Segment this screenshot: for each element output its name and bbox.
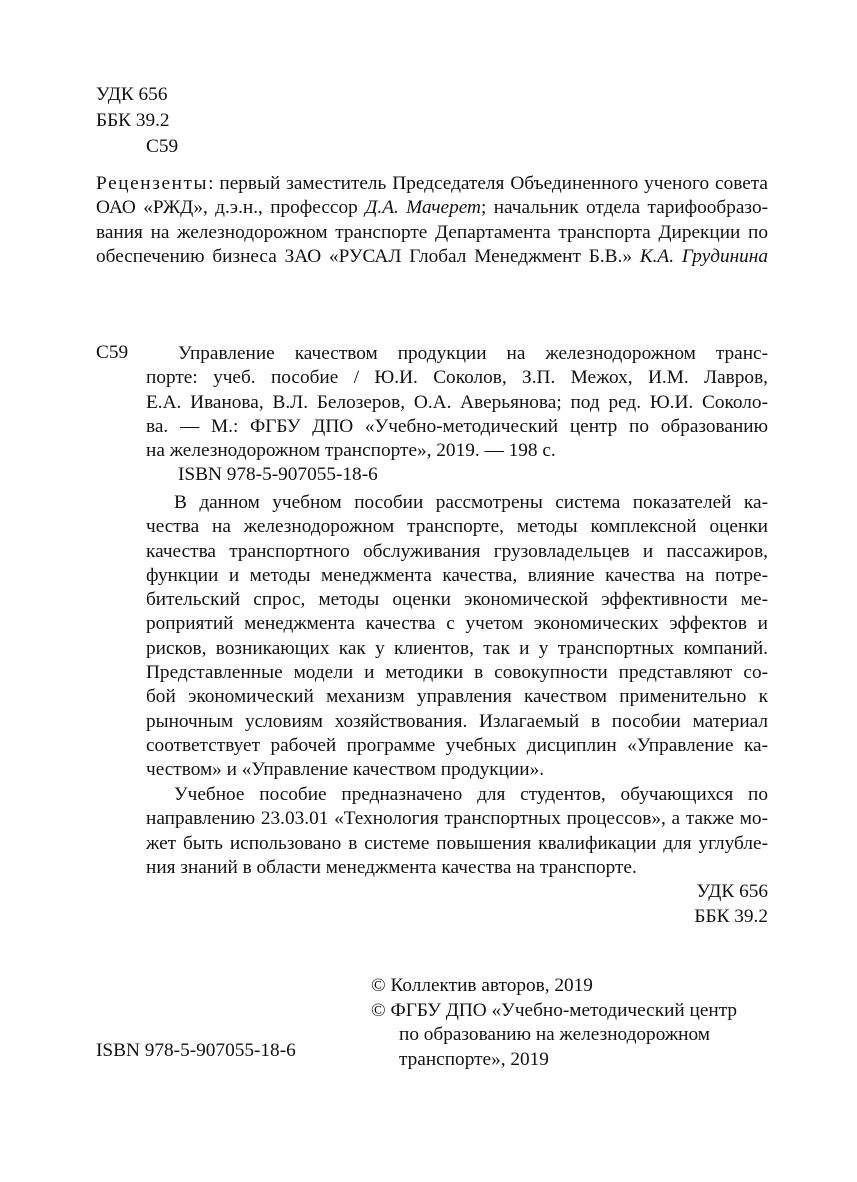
catalog-line: Управление качеством продукции на железнодорожном транс-: [178, 343, 768, 364]
abstract-paragraph: В данном учебном пособии рассмотрены система показателей ка- чества на железнодорожном транспорте, методы комплексной оценки качества транспортного обслуживания грузовладельцев и пассажиров, функции и методы менеджмента качества, влияние качества на потре- бительский спрос, методы оценки экономической эффективности ме- роприятий менеджмента качества с учетом экономических эффектов и рисков, возникающих как у клиентов, так и у транспортных компаний. Представленные модели и методики в совокупности представляют со- бой экономический механизм управления качеством применительно к рыночным условиям хозяйствования. Излагаемый в пособии материал соответствует рабочей программе учебных дисциплин «Управление ка- чеством» и «Управление качеством продукции».: [146, 492, 768, 781]
catalog-isbn: ISBN 978-5-907055-18-6: [178, 464, 378, 486]
catalog-line: порте: учеб. пособие / Ю.И. Соколов, З.П. Межох, И.М. Лавров,: [146, 367, 768, 389]
reviewers-block: [96, 172, 768, 269]
bbk-code-right: ББК 39.2: [694, 906, 768, 927]
bbk-code: ББК 39.2: [96, 110, 170, 131]
isbn-bottom: ISBN 978-5-907055-18-6: [96, 1040, 296, 1061]
reviewers-line-3: вания на железнодорожном транспорте Департамента транспорта Дирекции по: [96, 221, 768, 243]
purpose-paragraph: Учебное пособие предназначено для студентов, обучающихся по направлению 23.03.01 «Технология транспортных процессов», а также мо- жет быть использовано в системе повышения квалификации для углубле- ния знаний в области менеджмента качества на транспорте.: [146, 784, 768, 878]
udk-code: УДК 656: [96, 84, 168, 105]
copyright-line: © Коллектив авторов, 2019: [371, 975, 593, 996]
reviewers-line-1: Рецензенты: первый заместитель Председателя Объединенного ученого совета: [96, 173, 768, 194]
reviewers-label: Рецензенты: [96, 173, 209, 194]
catalog-record: [146, 342, 768, 488]
author-mark: С59: [146, 136, 179, 157]
reviewers-line-2: ОАО «РЖД», д.э.н., профессор Д.А. Мачерет; начальник отдела тарифообразо-: [96, 197, 769, 219]
copyright-line: транспорте», 2019: [399, 1048, 549, 1070]
copyright-line: © ФГБУ ДПО «Учебно-методический центр: [371, 999, 738, 1021]
copyright-block: [371, 974, 737, 1072]
udk-code-right: УДК 656: [696, 881, 768, 902]
reviewer-name: Д.А. Мачерет: [365, 197, 481, 219]
reviewers-line-4: обеспечению бизнеса ЗАО «РУСАЛ Глобал Менеджмент Б.В.» К.А. Грудинина: [96, 245, 768, 267]
catalog-line: Е.А. Иванова, В.Л. Белозеров, О.А. Аверьянова; под ред. Ю.И. Соколо-: [146, 391, 768, 413]
catalog-line: ва. — М.: ФГБУ ДПО «Учебно-методический центр по образованию: [146, 415, 768, 437]
copyright-line: по образованию на железнодорожном: [399, 1024, 710, 1045]
catalog-line: на железнодорожном транспорте», 2019. — 198 с.: [146, 440, 556, 462]
reviewer-name: К.А. Грудинина: [639, 245, 768, 267]
catalog-mark: С59: [96, 342, 129, 363]
